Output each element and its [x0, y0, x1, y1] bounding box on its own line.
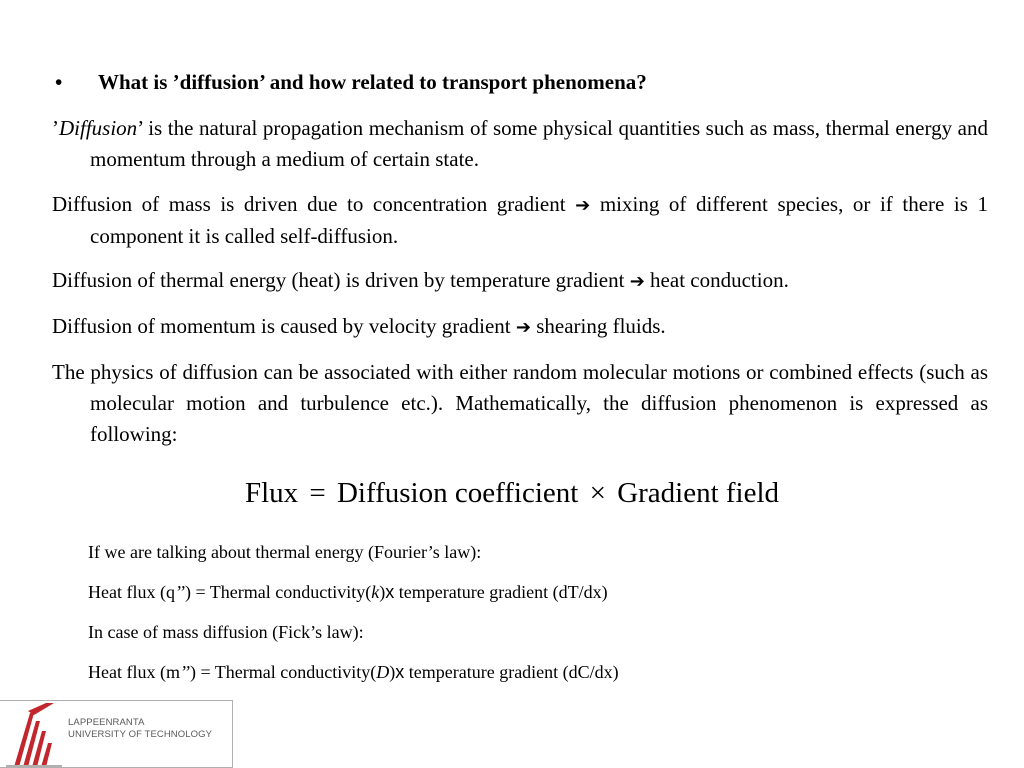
fourier-law-intro: If we are talking about thermal energy (Fourier’s law):	[88, 542, 482, 562]
diffusion-term: Diffusion	[59, 116, 138, 140]
logo-text-line1: LAPPEENRANTA	[68, 717, 145, 728]
equals-sign: =	[309, 477, 326, 509]
university-logo	[0, 700, 233, 768]
definition-text: is the natural propagation mechanism of some physical quantities such as mass, thermal energy and momentum through a medium of certain state.	[90, 116, 988, 171]
emblem-stroke-top	[28, 703, 54, 715]
fick-suffix: temperature gradient (dC/dx)	[404, 662, 619, 682]
momentum-diffusion-text-after: shearing fluids.	[530, 314, 666, 338]
emblem-shapes	[6, 703, 62, 767]
momentum-diffusion-text-before: Diffusion of momentum is caused by velocity gradient	[52, 314, 516, 338]
fourier-suffix: temperature gradient (dT/dx)	[394, 582, 608, 602]
fick-close: )	[389, 662, 396, 682]
open-quote: ’	[52, 116, 59, 140]
mass-diffusion-text-after: mixing of different species, or if there is 1 component it is called self-diffusion.	[90, 192, 988, 248]
logo-text-line2: UNIVERSITY OF TECHNOLOGY	[68, 729, 213, 740]
fick-prefix: Heat flux (m	[88, 662, 180, 682]
mass-diffusion-text-before: Diffusion of mass is driven due to concentration gradient	[52, 192, 576, 216]
emblem-stroke-4	[41, 743, 52, 767]
fourier-symbol-k: k	[371, 582, 380, 602]
times-sign: ×	[589, 477, 606, 509]
flux-equation	[0, 477, 1024, 510]
fick-law-formula	[88, 662, 619, 683]
university-emblem-icon	[6, 703, 66, 767]
fourier-close: )	[379, 582, 386, 602]
arrow-right-icon: ➔	[629, 271, 645, 292]
fick-primes: ’’	[179, 662, 190, 682]
fourier-times: x	[385, 582, 395, 602]
thermal-diffusion-text-after: heat conduction.	[644, 268, 789, 292]
paragraph-thermal-diffusion	[52, 265, 988, 297]
arrow-right-icon: ➔	[575, 195, 591, 216]
fick-symbol-d: D	[376, 662, 390, 682]
fourier-law-formula	[88, 582, 608, 603]
physics-text: The physics of diffusion can be associated with either random molecular motions or combined effects (such as molecular motion and turbulence etc.). Mathematically, the diffusion phenomenon is expressed as following:	[52, 360, 988, 446]
equation-term-coefficient: Diffusion coefficient	[336, 477, 579, 509]
equation-lhs: Flux	[244, 477, 299, 509]
heading-question: What is ’diffusion’ and how related to transport phenomena?	[98, 70, 647, 94]
paragraph-diffusion-physics	[52, 357, 988, 450]
thermal-diffusion-text-before: Diffusion of thermal energy (heat) is driven by temperature gradient	[52, 268, 630, 292]
paragraph-diffusion-definition	[52, 113, 988, 175]
equation-term-gradient: Gradient field	[617, 477, 780, 509]
fick-mid: ) = Thermal conductivity(	[189, 662, 377, 682]
fourier-primes: ’’	[174, 582, 185, 602]
paragraph-mass-diffusion	[52, 189, 988, 252]
fourier-mid: ) = Thermal conductivity(	[184, 582, 372, 602]
arrow-right-icon: ➔	[515, 317, 531, 338]
paragraph-momentum-diffusion	[52, 311, 988, 343]
fick-times: x	[395, 662, 405, 682]
fourier-prefix: Heat flux (q	[88, 582, 175, 602]
fick-law-intro: In case of mass diffusion (Fick’s law):	[88, 622, 364, 642]
emblem-base	[6, 765, 62, 767]
bullet-icon: •	[55, 70, 63, 94]
close-quote: ’	[137, 116, 143, 140]
